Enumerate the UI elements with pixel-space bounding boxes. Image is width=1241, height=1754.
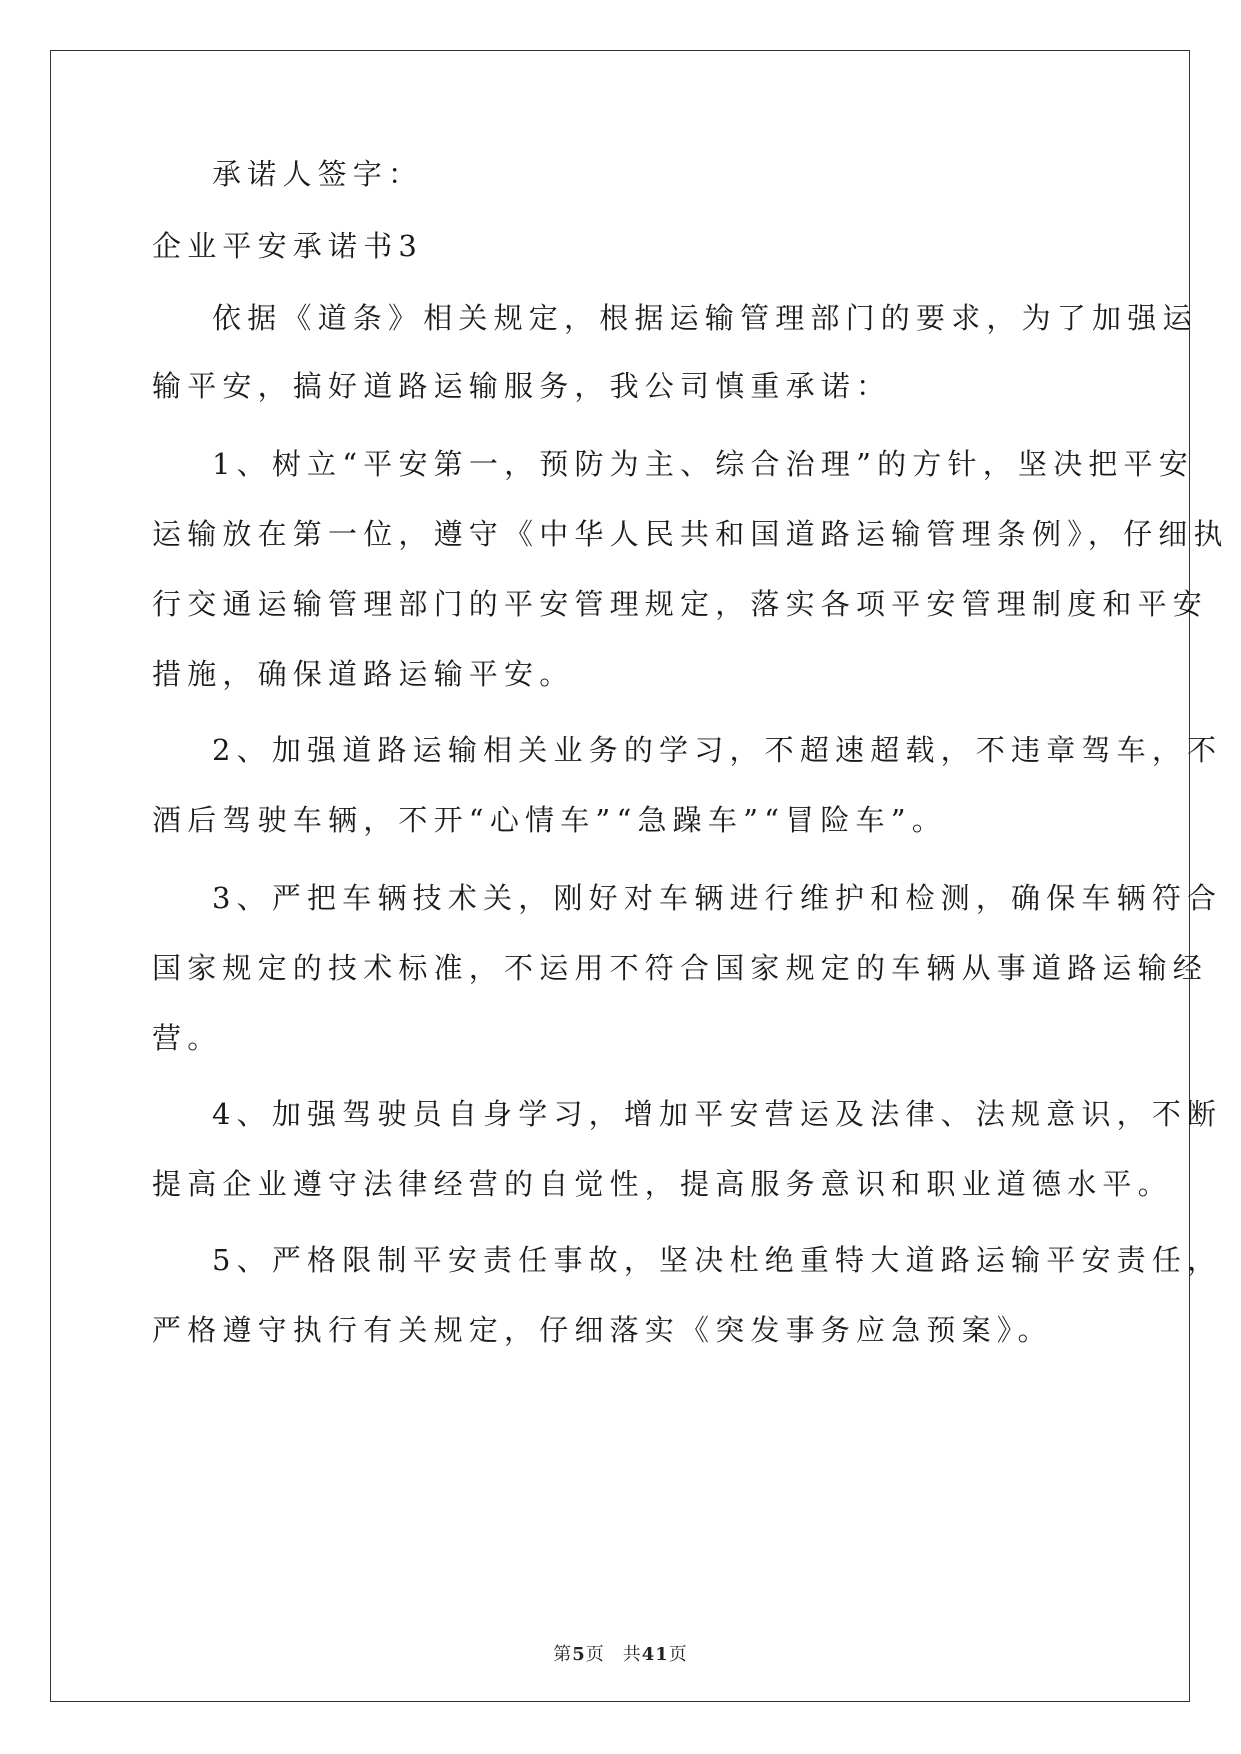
paragraph-line: 4、加强驾驶员自身学习，增加平安营运及法律、法规意识，不断 (212, 1097, 1223, 1131)
paragraph-line: 输平安，搞好道路运输服务，我公司慎重承诺： (152, 369, 892, 403)
footer-total-prefix: 共 (622, 1644, 642, 1665)
paragraph-line: 1、树立“平安第一，预防为主、综合治理”的方针，坚决把平安 (212, 447, 1194, 481)
signature-label: 承诺人签字： (212, 157, 424, 191)
footer-page-prefix: 第 (553, 1644, 573, 1665)
footer-page-suffix: 页 (585, 1644, 605, 1665)
paragraph-line: 酒后驾驶车辆，不开“心情车”“急躁车”“冒险车”。 (152, 803, 947, 837)
paragraph-line: 国家规定的技术标准，不运用不符合国家规定的车辆从事道路运输经 (152, 951, 1209, 985)
paragraph-line: 措施，确保道路运输平安。 (152, 657, 575, 691)
page-footer (0, 1640, 1241, 1666)
paragraph-line: 3、严把车辆技术关，刚好对车辆进行维护和检测，确保车辆符合 (212, 881, 1223, 915)
footer-total-pages: 41 (641, 1644, 669, 1665)
paragraph-line: 运输放在第一位，遵守《中华人民共和国道路运输管理条例》，仔细执 (152, 517, 1229, 551)
paragraph-line: 提高企业遵守法律经营的自觉性，提高服务意识和职业道德水平。 (152, 1167, 1173, 1201)
paragraph-line: 2、加强道路运输相关业务的学习，不超速超载，不违章驾车，不 (212, 733, 1223, 767)
paragraph-line: 5、严格限制平安责任事故，坚决杜绝重特大道路运输平安责任， (212, 1243, 1223, 1277)
section-title: 企业平安承诺书3 (152, 229, 424, 263)
paragraph-line: 营。 (152, 1021, 223, 1055)
footer-page-number: 5 (572, 1644, 586, 1665)
paragraph-line: 行交通运输管理部门的平安管理规定，落实各项平安管理制度和平安 (152, 587, 1209, 621)
paragraph-line: 依据《道条》相关规定，根据运输管理部门的要求，为了加强运 (212, 301, 1198, 335)
paragraph-line: 严格遵守执行有关规定，仔细落实《突发事务应急预案》。 (152, 1313, 1053, 1347)
page-border (50, 50, 1190, 1702)
footer-total-suffix: 页 (668, 1644, 688, 1665)
